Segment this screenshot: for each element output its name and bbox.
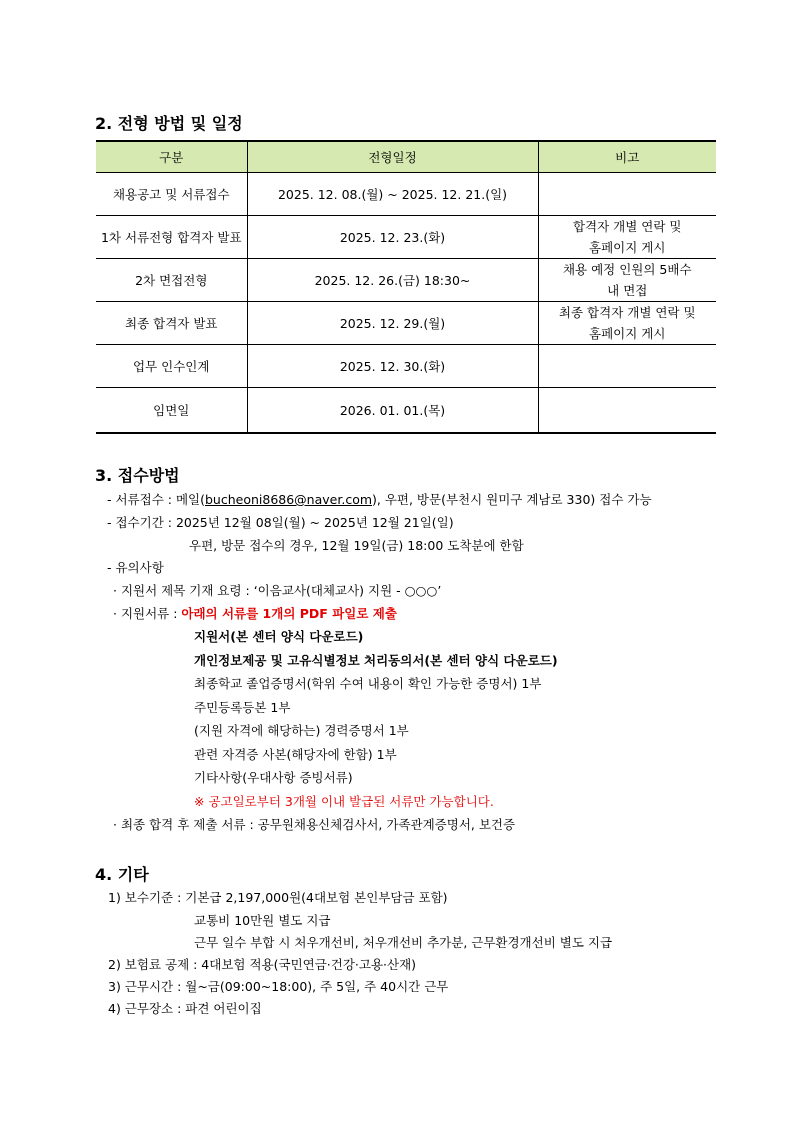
final-docs: · 최종 합격 후 제출 서류 : 공무원채용신체검사서, 가족관계증명서, 보건증 [113, 817, 516, 832]
docs-submission-line [107, 491, 652, 509]
schedule-table [96, 140, 716, 434]
note-line: 최종 합격자 개별 연락 및 [558, 305, 696, 320]
table-row [96, 173, 716, 216]
docs-submission-rest: ), 우편, 방문(부천시 원미구 계남로 330) 접수 가능 [372, 492, 652, 507]
insurance-deduction: 2) 보험료 공제 : 4대보험 적용(국민연금·건강·고용·산재) [108, 957, 417, 972]
section-2-title: 2. 전형 방법 및 일정 [95, 114, 243, 133]
row-note [538, 345, 716, 388]
note-line: 합격자 개별 연락 및 [572, 219, 682, 234]
submission-period: - 접수기간 : 2025년 12월 08일(월) ~ 2025년 12월 21일(일) [107, 515, 454, 530]
doc-item: 관련 자격증 사본(해당자에 한함) 1부 [194, 747, 397, 762]
header-category: 구분 [96, 141, 247, 173]
table-row [96, 345, 716, 388]
extra-allowances: 근무 일수 부합 시 처우개선비, 처우개선비 추가분, 근무환경개선비 별도 지급 [194, 935, 613, 950]
submission-period-note: 우편, 방문 접수의 경우, 12월 19일(금) 18:00 도착분에 한함 [189, 538, 524, 553]
row-date: 2025. 12. 23.(화) [247, 216, 538, 259]
row-category: 임면일 [96, 388, 247, 434]
note-line: 홈페이지 게시 [589, 240, 666, 255]
table-header-row [96, 141, 716, 173]
row-category: 업무 인수인계 [96, 345, 247, 388]
work-location: 4) 근무장소 : 파견 어린이집 [108, 1001, 262, 1016]
work-hours: 3) 근무시간 : 월~금(09:00~18:00), 주 5일, 주 40시간 근무 [108, 979, 449, 994]
row-note [538, 216, 716, 259]
email-link[interactable]: bucheoni8686@naver.com [204, 492, 373, 507]
note-line: 채용 예정 인원의 5배수 [562, 262, 692, 277]
row-category: 최종 합격자 발표 [96, 302, 247, 345]
notice-title: - 유의사항 [107, 560, 164, 575]
header-schedule: 전형일정 [247, 141, 538, 173]
required-docs-label: · 지원서류 : [113, 606, 182, 621]
doc-item-application: 지원서(본 센터 양식 다운로드) [194, 629, 364, 644]
row-note [538, 388, 716, 434]
subject-rule: · 지원서 제목 기재 요령 : ‘이음교사(대체교사) 지원 - ○○○’ [113, 583, 442, 598]
transport-allowance: 교통비 10만원 별도 지급 [194, 913, 331, 928]
row-note [538, 302, 716, 345]
table-row [96, 302, 716, 345]
row-category: 채용공고 및 서류접수 [96, 173, 247, 216]
required-docs-line [113, 605, 397, 623]
section-3-title: 3. 접수방법 [95, 466, 180, 485]
doc-item: 최종학교 졸업증명서(학위 수여 내용이 확인 가능한 증명서) 1부 [194, 676, 542, 691]
row-note [538, 259, 716, 302]
doc-item: (지원 자격에 해당하는) 경력증명서 1부 [194, 723, 409, 738]
row-date: 2025. 12. 30.(화) [247, 345, 538, 388]
pay-standard: 1) 보수기준 : 기본급 2,197,000원(4대보험 본인부담금 포함) [108, 890, 448, 905]
note-line: 홈페이지 게시 [589, 326, 666, 341]
doc-item: 기타사항(우대사항 증빙서류) [194, 770, 353, 785]
table-row [96, 388, 716, 434]
section-4-title: 4. 기타 [95, 865, 149, 884]
required-docs-emphasis: 아래의 서류를 1개의 PDF 파일로 제출 [181, 606, 397, 621]
row-date: 2026. 01. 01.(목) [247, 388, 538, 434]
table-row [96, 259, 716, 302]
row-note [538, 173, 716, 216]
row-date: 2025. 12. 26.(금) 18:30~ [247, 259, 538, 302]
doc-item-privacy-consent: 개인정보제공 및 고유식별정보 처리동의서(본 센터 양식 다운로드) [194, 653, 558, 668]
table-row [96, 216, 716, 259]
row-date: 2025. 12. 08.(월) ~ 2025. 12. 21.(일) [247, 173, 538, 216]
docs-submission-label: - 서류접수 : 메일( [107, 492, 205, 507]
row-date: 2025. 12. 29.(월) [247, 302, 538, 345]
doc-warning: ※ 공고일로부터 3개월 이내 발급된 서류만 가능합니다. [194, 794, 494, 809]
doc-item: 주민등록등본 1부 [194, 700, 291, 715]
header-note: 비고 [538, 141, 716, 173]
row-category: 2차 면접전형 [96, 259, 247, 302]
row-category: 1차 서류전형 합격자 발표 [96, 216, 247, 259]
note-line: 내 면접 [607, 283, 648, 298]
